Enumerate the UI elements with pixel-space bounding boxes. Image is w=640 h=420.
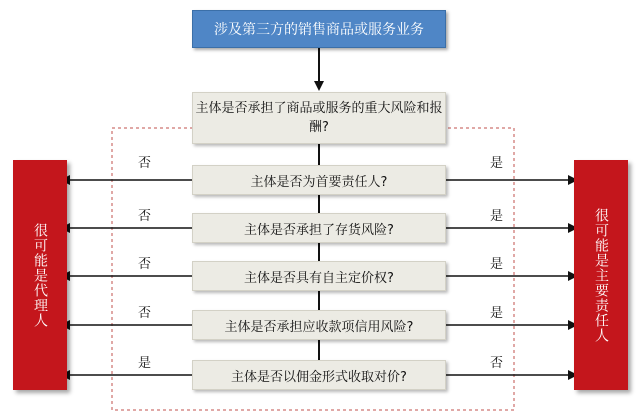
answer-right-4: 是 xyxy=(490,306,504,321)
question-box-4: 主体是否承担应收款项信用风险? xyxy=(192,310,446,340)
answer-right-1: 是 xyxy=(490,156,504,171)
answer-left-5: 是 xyxy=(138,356,152,371)
question-box-5: 主体是否以佣金形式收取对价? xyxy=(192,360,446,390)
answer-right-3: 是 xyxy=(490,257,504,272)
agent-box xyxy=(13,160,67,390)
answer-right-2: 是 xyxy=(490,209,504,224)
question-box-1: 主体是否为首要责任人? xyxy=(192,165,446,195)
answer-left-4: 否 xyxy=(138,306,152,321)
question-box-3: 主体是否具有自主定价权? xyxy=(192,261,446,291)
start-box: 涉及第三方的销售商品或服务业务 xyxy=(192,10,446,48)
answer-left-3: 否 xyxy=(138,257,152,272)
answer-right-5: 否 xyxy=(490,356,504,371)
principal-box xyxy=(574,160,628,390)
main-question-box: 主体是否承担了商品或服务的重大风险和报酬? xyxy=(192,92,446,144)
principal-label: 很可能是主要责任人 xyxy=(593,207,609,343)
agent-label: 很可能是代理人 xyxy=(32,222,48,328)
answer-left-1: 否 xyxy=(138,156,152,171)
question-box-2: 主体是否承担了存货风险? xyxy=(192,213,446,243)
answer-left-2: 否 xyxy=(138,209,152,224)
